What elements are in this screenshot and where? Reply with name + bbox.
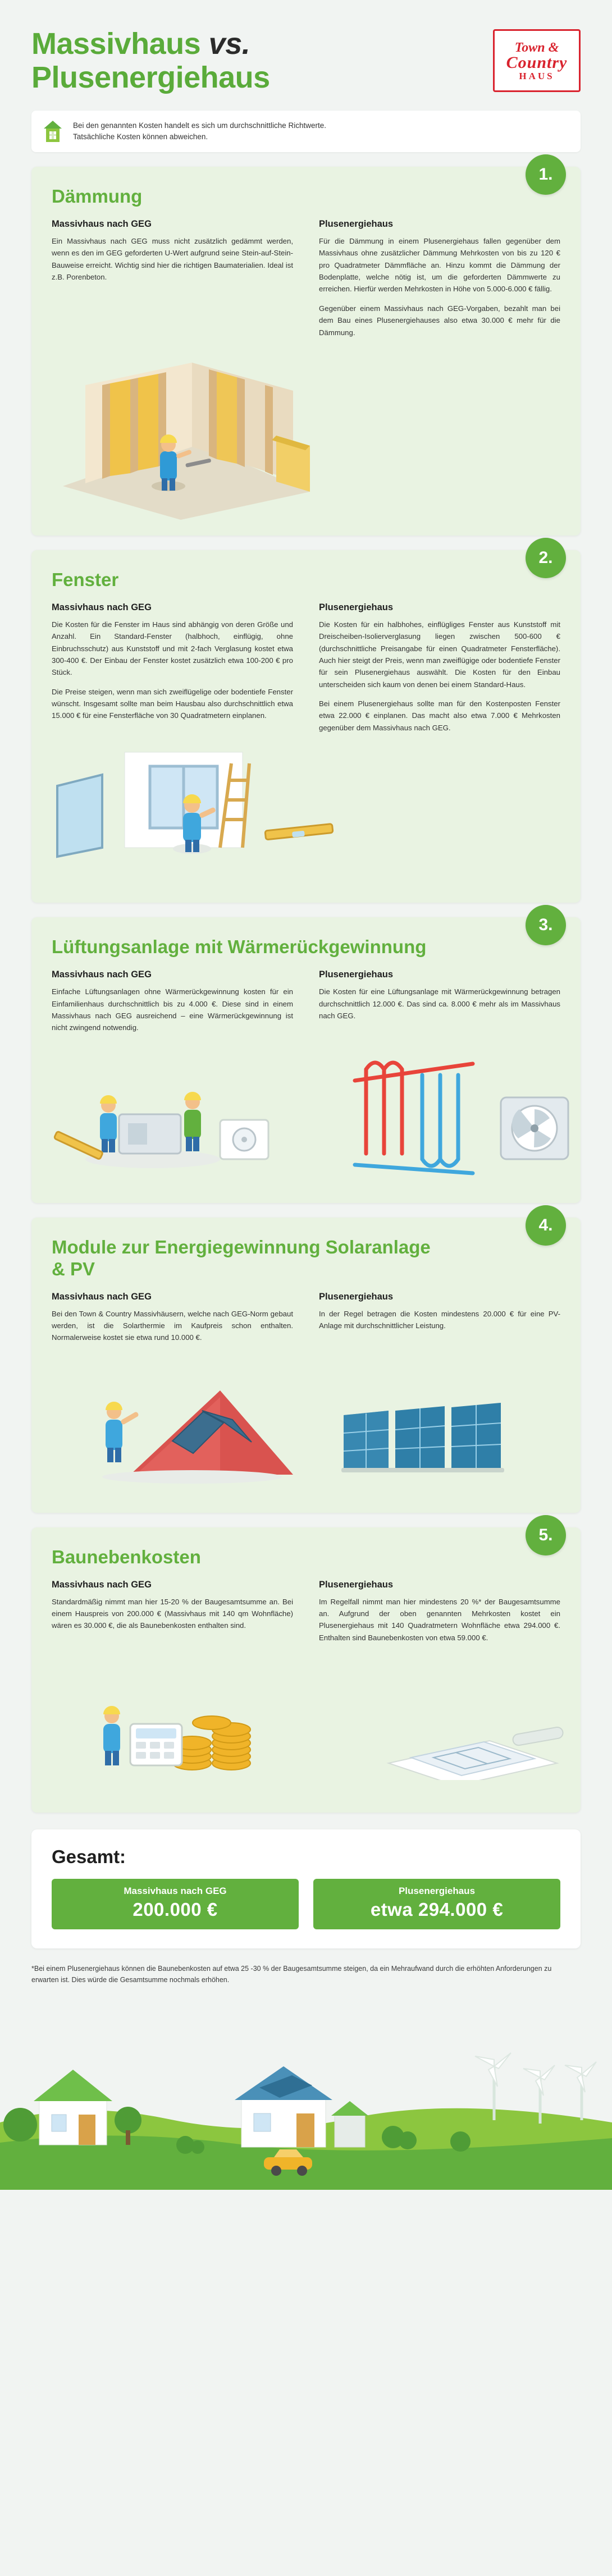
column-massivhaus	[52, 602, 293, 741]
column-heading: Plusenergiehaus	[319, 1291, 394, 1302]
illustration-ventilation-scene	[52, 1047, 560, 1187]
column-paragraph: Ein Massivhaus nach GEG muss nicht zusätzlich gedämmt werden, wenn es den im GEG geforderten U-Wert aufgrund seine Stein-auf-Stein-Bauweise erreicht. Wichtig sind hier die richtigen Baumaterialien. Ideal ist z.B. Porenbeton.	[52, 236, 293, 281]
column-heading: Massivhaus nach GEG	[52, 218, 152, 229]
column-plusenergiehaus	[319, 1580, 560, 1651]
column-heading: Massivhaus nach GEG	[52, 969, 152, 980]
column-massivhaus	[52, 1580, 293, 1651]
column-heading: Plusenergiehaus	[319, 218, 394, 229]
info-house-icon	[43, 120, 64, 143]
column-paragraph: Die Kosten für eine Lüftungsanlage mit Wärmerückgewinnung betragen durchschnittlich 12.000 €. Das sind ca. 8.000 € mehr als im Massivhaus nach GEG.	[319, 987, 560, 1020]
illustration-solar-scene	[52, 1357, 560, 1497]
column-plusenergiehaus	[319, 969, 560, 1041]
section-badge: 4.	[526, 1205, 566, 1246]
disclaimer-line-2: Tatsächliche Kosten können abweichen.	[73, 132, 208, 141]
column-paragraph: Standardmäßig nimmt man hier 15-20 % der Baugesamtsumme an. Bei einem Hauspreis von 200.000 € (Massivhaus mit 140 qm Wohnfläche) wären es 30.000 €, die als Baunebenkosten enthalten sind.	[52, 1597, 293, 1630]
column-paragraph: Einfache Lüftungsanlagen ohne Wärmerückgewinnung kosten für ein Einfamilienhaus durchschnittlich bis zu 4.000 €. Diese sind in einem Massivhaus nach GEG ausreichend – eine Wärmerückgewinnung ist nicht zwingend notwendig.	[52, 987, 293, 1032]
total-box-plusenergiehaus	[313, 1879, 560, 1929]
section-module-energiegewinnung	[31, 1215, 581, 1513]
brand-logo	[493, 29, 581, 92]
column-massivhaus	[52, 1292, 293, 1351]
column-paragraph: In der Regel betragen die Kosten mindestens 20.000 € für eine PV-Anlage mit durchschnittlicher Leistung.	[319, 1309, 560, 1330]
column-paragraph: Die Kosten für ein halbhohes, einflügliges Fenster aus Kunststoff mit Dreischeiben-Isolierverglasung liegen zwischen 500-600 € (durchschnittliche Preisangabe für einen Quadratmeter Fensterfläche). Auch hier steigt der Preis, wenn man zweiflügige oder bodentiefe Fenster für sein Plusenergiehaus auswählt. Die Kosten für den Einbau unterscheiden sich kaum von denen bei einem Standard-Haus.	[319, 620, 560, 689]
page-title-vs: vs.	[208, 27, 250, 61]
column-paragraph: Bei einem Plusenergiehaus sollte man für den Kostenposten Fenster etwa 22.000 € einplanen. Das macht also etwa 7.000 € Mehrkosten gegenüber dem Massivhaus nach GEG.	[319, 699, 560, 732]
column-plusenergiehaus	[319, 602, 560, 741]
column-heading: Massivhaus nach GEG	[52, 602, 152, 612]
column-heading: Plusenergiehaus	[319, 1579, 394, 1590]
section-title: Fenster	[52, 569, 119, 590]
column-heading: Plusenergiehaus	[319, 602, 394, 612]
total-value: etwa 294.000 €	[370, 1899, 504, 1920]
column-heading: Plusenergiehaus	[319, 969, 394, 980]
section-badge: 5.	[526, 1515, 566, 1555]
total-label: Massivhaus nach GEG	[124, 1886, 227, 1897]
section-badge: 1.	[526, 154, 566, 195]
section-fenster	[31, 550, 581, 903]
disclaimer-note	[31, 111, 581, 152]
total-heading: Gesamt:	[52, 1846, 126, 1868]
section-title: Module zur Energiegewinnung Solaranlage & PV	[52, 1236, 431, 1279]
column-paragraph: Für die Dämmung in einem Plusenergiehaus fallen gegenüber dem Massivhaus ohne zusätzlicher Dämmung Mehrkosten von bis zu 120 € pro Quadratmeter Dämmfläche an. Hinzu kommt die Dämmung der Bodenplatte, welche nötig ist, um die geforderten Dämmwerte zu erreichen. Hierfür werden Mehrkosten in Höhe von 5.000-6.000 € fällig.	[319, 236, 560, 294]
column-massivhaus	[52, 219, 293, 346]
section-lueftungsanlage	[31, 917, 581, 1202]
column-paragraph: Im Regelfall nimmt man hier mindestens 20 %* der Baugesamtsumme an. Aufgrund der oben genannten Mehrkosten kostet ein Plusenergiehaus mit 140 Quadratmetern Wohnfläche etwa 294.000 €. Enthalten sind Baunebenkosten von etwa 59.000 €.	[319, 1597, 560, 1642]
column-paragraph: Gegenüber einem Massivhaus nach GEG-Vorgaben, bezahlt man bei dem Bau eines Plusenergiehauses also etwa 30.000 € mehr für die Dämmung.	[319, 304, 560, 337]
section-title: Lüftungsanlage mit Wärmerückgewinnung	[52, 936, 427, 958]
section-daemmung	[31, 164, 581, 536]
disclaimer-text	[73, 120, 326, 143]
page-title-line2: Plusenergiehaus	[31, 61, 270, 95]
column-heading: Massivhaus nach GEG	[52, 1579, 152, 1590]
section-badge: 3.	[526, 905, 566, 945]
section-badge: 2.	[526, 538, 566, 578]
logo-line-3: HAUS	[519, 70, 555, 81]
total-section	[31, 1829, 581, 1948]
illustration-insulation-scene	[52, 351, 560, 520]
illustration-window-scene	[52, 747, 560, 887]
column-paragraph: Die Kosten für die Fenster im Haus sind abhängig von deren Größe und Anzahl. Ein Standard-Fenster (halbhoch, einflügig, ohne Einbruchsschutz) aus Kunststoff und mit 2-fach Verglasung kostet etwa 300-400 €. Der Einbau der Fenster kostet zusätzlich etwa 100-200 € pro Stück.	[52, 620, 293, 677]
disclaimer-line-1: Bei den genannten Kosten handelt es sich um durchschnittliche Richtwerte.	[73, 121, 327, 130]
illustration-costs-scene	[52, 1657, 560, 1797]
total-label: Plusenergiehaus	[398, 1886, 476, 1897]
footer-illustration	[0, 2005, 612, 2190]
column-plusenergiehaus	[319, 1292, 560, 1351]
page-title	[31, 27, 270, 95]
section-baunebenkosten	[31, 1527, 581, 1813]
total-footnote: *Bei einem Plusenergiehaus können die Baunebenkosten auf etwa 25 -30 % der Baugesamtsumme steigen, da ein Mehraufwand durch die erhöhten Anforderungen zu erwarten ist. Dies würde die Gesamtsumme nochmals erhöhen.	[31, 1965, 552, 1984]
page-title-line1: Massivhaus	[31, 27, 201, 61]
column-plusenergiehaus	[319, 219, 560, 346]
logo-line-1: Town &	[514, 40, 559, 55]
column-heading: Massivhaus nach GEG	[52, 1291, 152, 1302]
header	[0, 0, 612, 100]
section-title: Baunebenkosten	[52, 1546, 201, 1567]
column-paragraph: Die Preise steigen, wenn man sich zweiflügelige oder bodentiefe Fenster wünscht. Insgesamt sollte man beim Hausbau also durchschnittlich etwa 15.000 € für eine Fensterfläche von 30 Quadratmetern einplanen.	[52, 687, 293, 720]
total-value: 200.000 €	[133, 1899, 218, 1920]
total-box-massivhaus	[52, 1879, 299, 1929]
logo-line-2: Country	[506, 53, 568, 72]
section-title: Dämmung	[52, 185, 143, 207]
column-paragraph: Bei den Town & Country Massivhäusern, welche nach GEG-Norm gebaut werden, ist die Solarthermie im Kaufpreis schon enthalten. Normalerweise kostet sie etwa rund 10.000 €.	[52, 1309, 293, 1342]
column-massivhaus	[52, 969, 293, 1041]
